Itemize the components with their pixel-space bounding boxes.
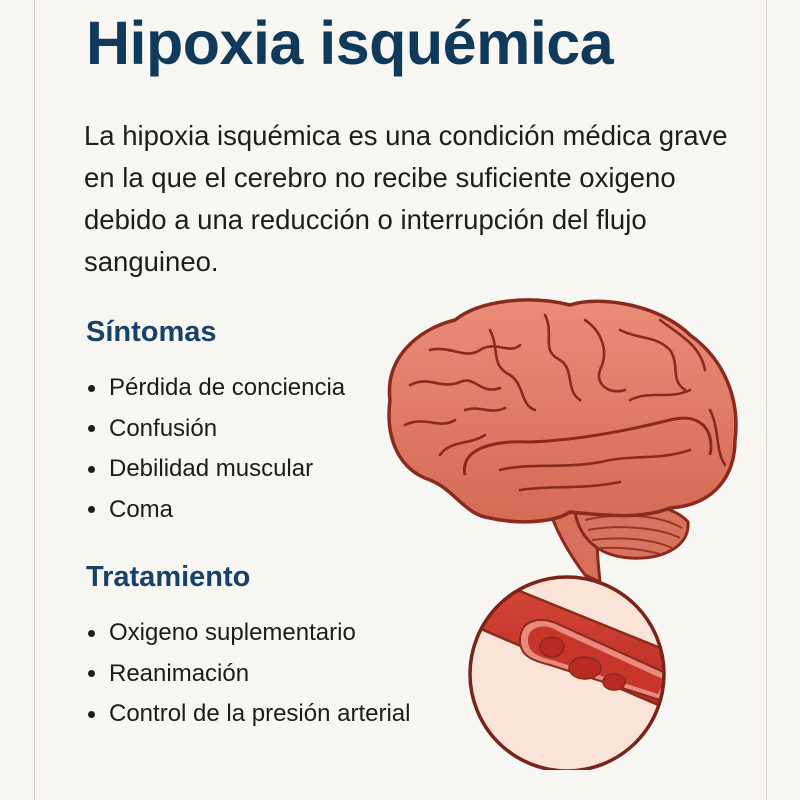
bullet-icon [88,466,95,473]
list-item [86,694,411,735]
list-item-label: Control de la presión arterial [109,700,411,727]
list-item [86,409,345,450]
list-item-label: Confusión [109,414,218,442]
brain-icon [389,300,736,522]
list-item [86,654,411,695]
list-item-label: Pérdida de conciencia [109,374,346,401]
bullet-icon [88,385,95,392]
intro-paragraph: La hipoxia isquémica es una condición médica grave en la que el cerebro no recibe suficiente oxigeno debido a una reducción o interrupción del flujo sanguineo. [84,120,728,277]
list-item-label: Reanimación [109,659,250,687]
treatment-heading: Tratamiento [86,561,251,593]
list-item-label: Coma [109,495,174,523]
treatment-list [86,613,411,735]
blood-vessel-clot-icon [460,575,690,770]
bullet-icon [88,506,95,513]
bullet-icon [88,670,95,677]
symptoms-list [86,368,345,530]
list-item [86,368,345,409]
list-item [86,613,411,654]
list-item-label: Debilidad muscular [109,455,314,482]
list-item [86,490,345,531]
left-border-line [34,0,35,800]
illustration [370,290,770,770]
bullet-icon [88,425,95,432]
list-item-label: Oxigeno suplementario [109,619,356,646]
bullet-icon [88,711,95,718]
bullet-icon [88,630,95,637]
page-title: Hipoxia isquémica [86,9,614,77]
list-item [86,449,345,490]
symptoms-heading: Síntomas [86,316,217,348]
